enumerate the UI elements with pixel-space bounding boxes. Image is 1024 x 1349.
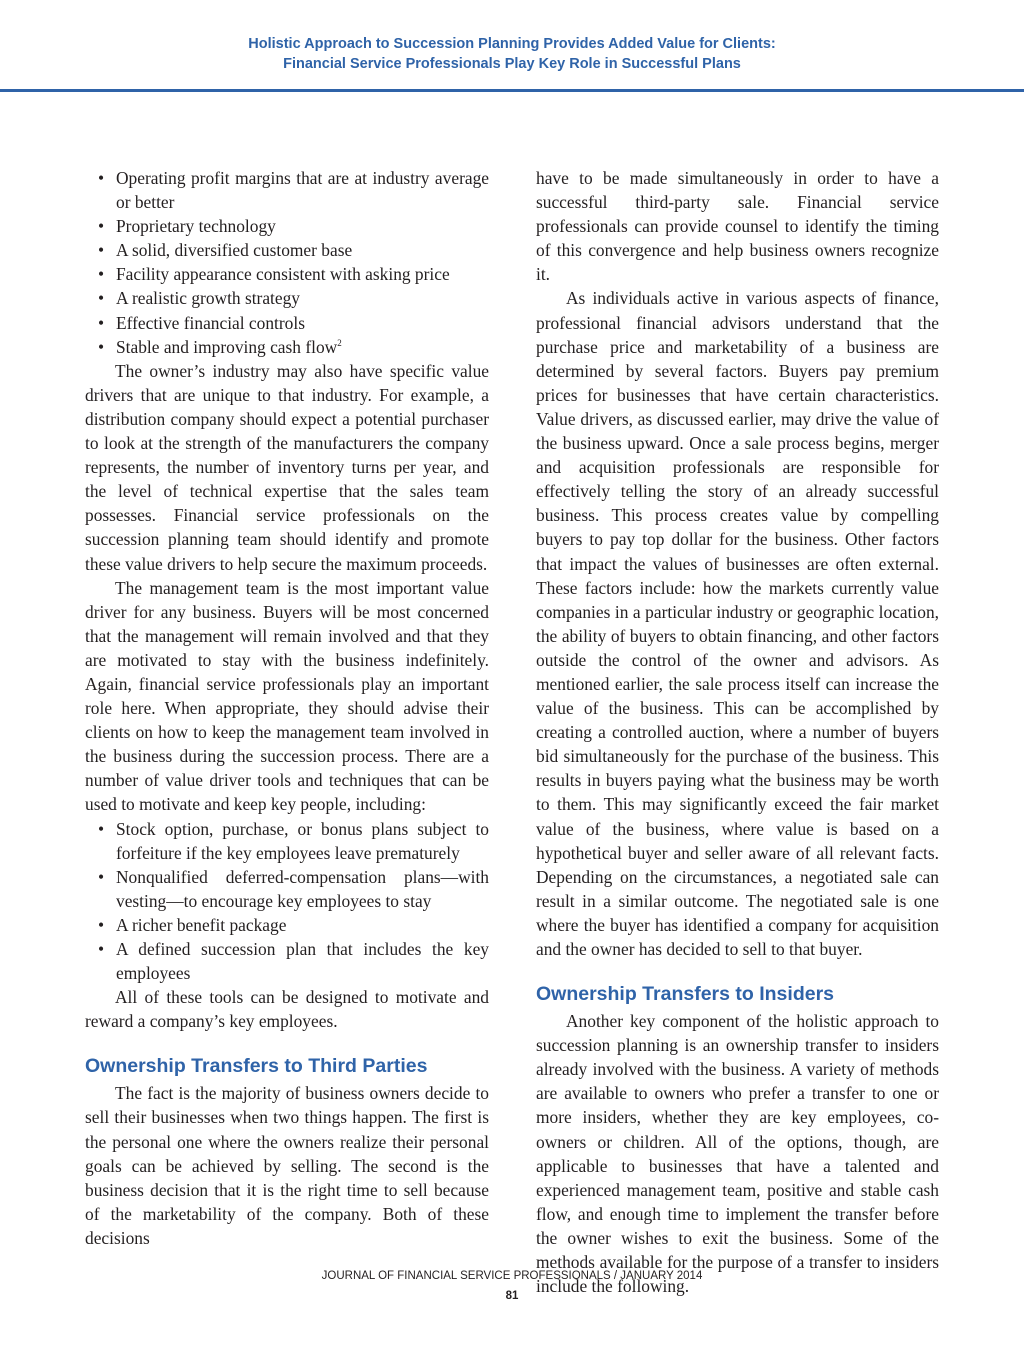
bullet-icon: •: [98, 168, 105, 188]
body-paragraph: The management team is the most important value driver for any business. Buyers will be most concerned that the management will remain involved and that they are motivated to stay with the business indefinitely. Again, financial service professionals play an important role here. When appropriate, they should advise their clients on how to keep the management team involved in the business during the succession process. There are a number of value driver tools and techniques that can be used to motivate and keep key people, including:: [85, 577, 489, 815]
list-item: • Stock option, purchase, or bonus plans subject to forfeiture if the key employees leave prematurely: [98, 818, 489, 863]
value-driver-list: [85, 166, 489, 359]
list-item: • A realistic growth strategy: [85, 286, 489, 310]
bullet-icon: •: [98, 240, 105, 261]
bullet-icon: •: [98, 939, 105, 959]
list-item: • Effective financial controls: [85, 311, 489, 335]
bullet-icon: •: [98, 336, 105, 357]
left-column: [85, 166, 489, 1250]
list-item: • Nonqualified deferred-compensation plans—with vesting—to encourage key employees to stay: [98, 866, 489, 911]
body-paragraph: Another key component of the holistic approach to succession planning is an ownership transfer to insiders already involved with the business. A variety of methods are available to owners who prefer a transfer to one or more insiders, whether they are key employees, co-owners or children. All of the options, though, are applicable to businesses that have a talented and experienced management team, positive and stable cash flow, and enough time to implement the transfer before the owner wishes to exit the business. Some of the methods available for the purpose of a transfer to insiders include the following.: [536, 1011, 939, 1297]
header-line-2: Financial Service Professionals Play Key Role in Successful Plans: [283, 56, 741, 72]
list-item: • Stable and improving cash flow$^2$: [85, 335, 489, 359]
list-item: • A solid, diversified customer base: [85, 238, 489, 262]
bullet-icon: •: [98, 818, 105, 839]
footnote-reference: 2: [337, 337, 342, 348]
bullet-icon: •: [98, 264, 105, 285]
list-item: • Operating profit margins that are at industry average or better: [98, 168, 489, 213]
bullet-icon: •: [98, 914, 105, 935]
right-column: [536, 166, 939, 1298]
running-header: [0, 34, 1024, 74]
body-paragraph: The fact is the majority of business owners decide to sell their businesses when two things happen. The first is the personal one where the owners realize their personal goals can be achieved by selling. The second is the business decision that it is the right time to sell because of the marketability of the company. Both of these decisions: [85, 1083, 489, 1248]
body-paragraph: The owner’s industry may also have specific value drivers that are unique to that industry. For example, a distribution company should expect a potential purchaser to look at the strength of the manufacturers the company represents, the number of inventory turns per year, and the level of technical expertise that the sales team possesses. Financial service professionals on the succession planning team should identify and promote these value drivers to help secure the maximum proceeds.: [85, 360, 489, 574]
page-number: 81: [505, 1290, 519, 1302]
body-paragraph: All of these tools can be designed to motivate and reward a company’s key employees.: [85, 987, 489, 1032]
list-item: • A defined succession plan that includes the key employees: [98, 939, 489, 984]
bullet-icon: •: [98, 312, 105, 333]
bullet-icon: •: [98, 288, 105, 309]
section-heading-insiders: Ownership Transfers to Insiders: [536, 983, 835, 1006]
bullet-icon: •: [98, 216, 105, 237]
header-divider: [0, 89, 1024, 92]
body-paragraph: As individuals active in various aspects of finance, professional financial advisors understand that the purchase price and marketability of a business are determined by several factors. Buyers pay premium prices for businesses that have certain characteristics. Value drivers, as discussed earlier, may drive the value of the business upward. Once a sale process begins, merger and acquisition professionals are responsible for effectively telling the story of an already successful business. This process creates value by compelling buyers to pay top dollar for the business. Other factors that impact the values of businesses are often external. These factors include: how the markets currently value companies in a particular industry or geographic location, the ability of buyers to obtain financing, and other factors outside the control of the owner and advisors. As mentioned earlier, the sale process itself can increase the value of the business. This can be accomplished by creating a controlled auction, where a number of buyers bid simultaneously for the purchase of the business. This results in buyers paying what the business may be worth to them. This may significantly exceed the fair market value of the business, where value is based on a hypothetical buyer and seller aware of all relevant facts. Depending on the circumstances, a negotiated sale can result in a similar outcome. The negotiated sale is one where the buyer has identified a company for acquisition and the owner has decided to sell to that buyer.: [536, 288, 939, 959]
retention-tools-list: [85, 817, 489, 986]
list-item: • A richer benefit package: [85, 913, 489, 937]
body-paragraph-continued: have to be made simultaneously in order to have a successful third-party sale. Financial service professionals can provide counsel to identify the timing of this convergence and help business owners recognize it.: [536, 168, 939, 285]
list-item: • Facility appearance consistent with asking price: [85, 262, 489, 286]
page-footer: [0, 1266, 1024, 1306]
list-item: • Proprietary technology: [85, 214, 489, 238]
section-heading-third-parties: Ownership Transfers to Third Parties: [85, 1055, 428, 1078]
journal-citation: JOURNAL OF FINANCIAL SERVICE PROFESSIONALS / JANUARY 2014: [321, 1270, 703, 1282]
bullet-icon: •: [98, 866, 105, 887]
header-line-1: Holistic Approach to Succession Planning Provides Added Value for Clients:: [248, 36, 776, 52]
